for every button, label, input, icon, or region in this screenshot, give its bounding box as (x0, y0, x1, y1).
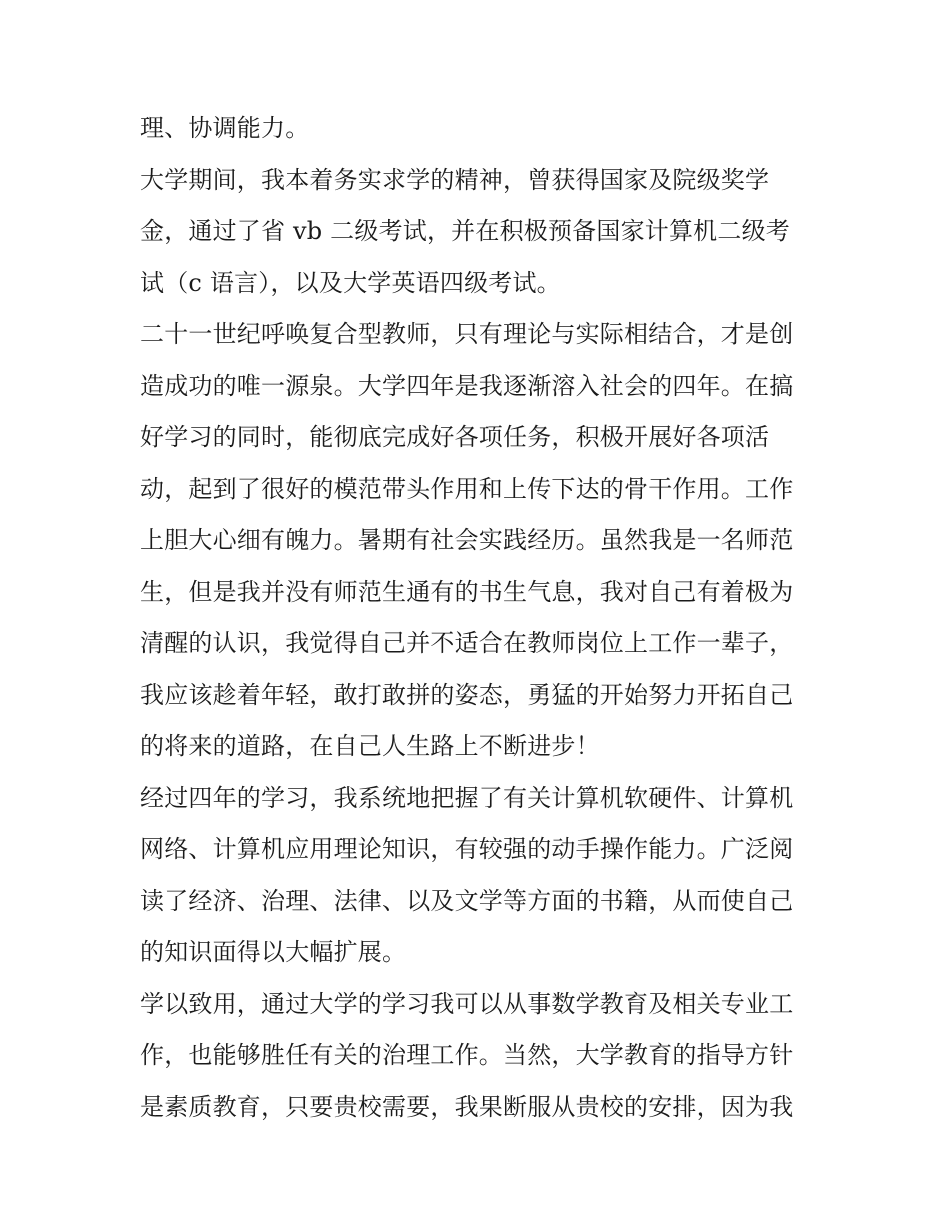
text-line: 的将来的道路，在自己人生路上不断进步！ (140, 732, 600, 760)
text-line: 好学习的同时，能彻底完成好各项任务，积极开展好各项活 (140, 423, 770, 451)
text-line: 是素质教育，只要贵校需要，我果断服从贵校的安排，因为我 (140, 1092, 794, 1121)
text-line: 动，起到了很好的模范带头作用和上传下达的骨干作用。工作 (140, 474, 794, 503)
text-line: 生，但是我并没有师范生通有的书生气息，我对自己有着极为 (140, 577, 794, 606)
text-line: 经过四年的学习，我系统地把握了有关计算机软硬件、计算机 (140, 783, 794, 812)
text-line: 大学期间，我本着务实求学的精神，曾获得国家及院级奖学 (140, 165, 770, 194)
text-line: 网络、计算机应用理论知识，有较强的动手操作能力。广泛阅 (140, 835, 794, 863)
text-line: 学以致用，通过大学的学习我可以从事数学教育及相关专业工 (140, 989, 794, 1018)
text-line: 金，通过了省 vb 二级考试，并在积极预备国家计算机二级考 (140, 217, 790, 245)
text-line: 的知识面得以大幅扩展。 (140, 938, 407, 966)
text-line: 二十一世纪呼唤复合型教师，只有理论与实际相结合，才是创 (140, 320, 794, 348)
text-line: 我应该趁着年轻，敢打敢拼的姿态，勇猛的开始努力开拓自己 (140, 680, 794, 709)
document-body (140, 103, 812, 1133)
text-line: 清醒的认识，我觉得自己并不适合在教师岗位上工作一辈子， (140, 629, 794, 657)
text-line: 造成功的唯一源泉。大学四年是我逐渐溶入社会的四年。在搞 (140, 371, 794, 400)
text-line: 读了经济、治理、法律、以及文学等方面的书籍，从而使自己 (140, 886, 794, 915)
text-line: 理、协调能力。 (140, 114, 310, 142)
text-line: 上胆大心细有魄力。暑期有社会实践经历。虽然我是一名师范 (140, 526, 794, 554)
text-line: 作，也能够胜任有关的治理工作。当然，大学教育的指导方针 (140, 1041, 794, 1069)
text-line: 试（c 语言），以及大学英语四级考试。 (140, 268, 561, 297)
